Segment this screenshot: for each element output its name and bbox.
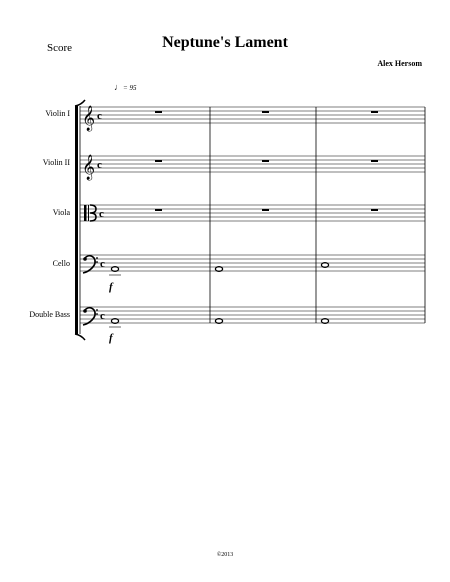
- alto-clef-icon: [84, 205, 96, 221]
- instrument-label-violin-2: Violin II: [42, 158, 70, 167]
- instrument-label-cello: Cello: [52, 259, 70, 268]
- staff-viola: [80, 205, 425, 221]
- whole-note: [321, 263, 328, 268]
- whole-rest-icon: [371, 209, 378, 211]
- staff-cello: [80, 255, 425, 275]
- whole-note: [215, 267, 222, 272]
- quarter-note-icon: ♩: [114, 82, 123, 92]
- instrument-label-double-bass: Double Bass: [29, 310, 70, 319]
- common-time-icon: c: [100, 310, 105, 322]
- whole-rest-icon: [262, 160, 269, 162]
- staff-double-bass: [80, 307, 425, 327]
- whole-note: [215, 319, 222, 324]
- common-time-icon: c: [97, 159, 102, 171]
- whole-rest-icon: [155, 209, 162, 211]
- copyright-footer: ©2013: [216, 552, 234, 558]
- composer-name: Alex Hersom: [377, 59, 422, 68]
- common-time-icon: c: [100, 258, 105, 270]
- treble-clef-icon: 𝄞: [82, 155, 96, 180]
- staff-violin-2: [80, 154, 425, 180]
- whole-rest-icon: [371, 160, 378, 162]
- score-label: Score: [47, 42, 73, 54]
- common-time-icon: c: [97, 110, 102, 122]
- dynamic-forte-cello: f: [109, 281, 113, 293]
- instrument-label-viola: Viola: [52, 208, 70, 217]
- bass-clef-icon: [83, 256, 98, 273]
- whole-rest-icon: [155, 111, 162, 113]
- whole-rest-icon: [371, 111, 378, 113]
- dynamic-forte-double-bass: f: [109, 332, 113, 344]
- tempo-value: = 95: [123, 84, 137, 92]
- system-bracket: [75, 100, 85, 340]
- bass-clef-icon: [83, 308, 98, 325]
- whole-note: [321, 319, 328, 324]
- whole-rest-icon: [262, 111, 269, 113]
- piece-title: Neptune's Lament: [162, 34, 288, 51]
- common-time-icon: c: [99, 208, 104, 220]
- whole-rest-icon: [155, 160, 162, 162]
- instrument-label-violin-1: Violin I: [45, 109, 70, 118]
- staff-violin-1: [80, 105, 425, 131]
- whole-rest-icon: [262, 209, 269, 211]
- barlines: [210, 107, 425, 323]
- treble-clef-icon: 𝄞: [82, 106, 96, 131]
